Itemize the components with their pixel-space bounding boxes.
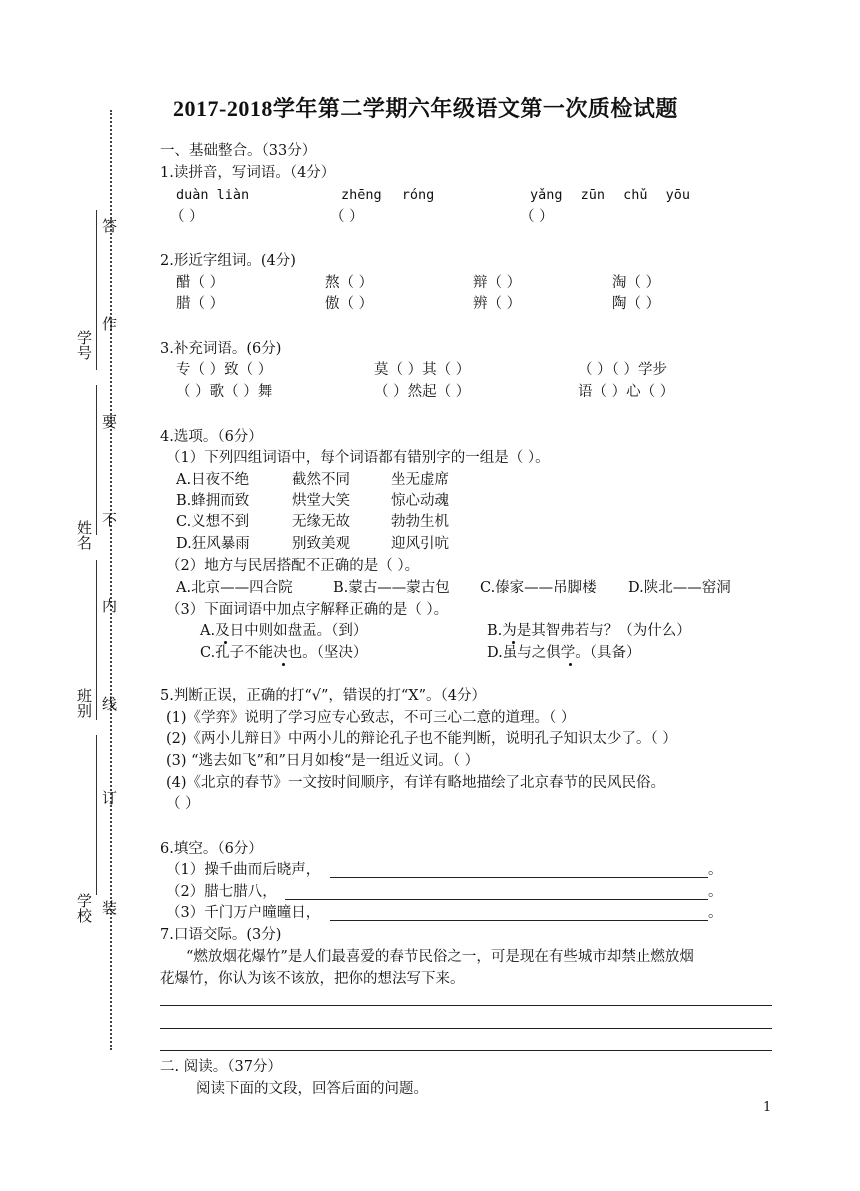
idiom-item[interactable]: （ ）歌（ ）舞 [176,384,273,400]
idiom-item[interactable]: （ ）然起（ ） [374,384,471,400]
margin-field-line-2 [96,385,97,535]
option-d[interactable]: D.陕北——窑洞 [628,580,731,596]
fill-end: 。 [708,884,723,900]
answer-bracket[interactable]: （ ） [170,209,204,225]
word-item[interactable]: 腊（ ） [176,296,225,312]
emphasis-dot [512,641,515,644]
word-item[interactable]: 傲（ ） [325,296,374,312]
margin-label-class: 班别 [75,688,93,718]
fill-blank[interactable] [330,920,708,921]
option-a[interactable]: A.日夜不绝 [176,472,250,488]
word-item[interactable]: 陶（ ） [612,296,661,312]
pinyin-item: zhēng róng [341,187,435,203]
margin-field-line-1 [96,210,97,370]
idiom-item[interactable]: 莫（ ）其（ ） [374,362,471,378]
option-word: 迎风引吭 [391,536,449,552]
option-d[interactable]: D.虽与之俱学。（具备） [487,645,641,661]
option-word: 坐无虚席 [391,472,449,488]
pinyin-item: yǎng zūn chǔ yōu [530,187,691,203]
sub-question: （3）下面词语中加点字解释正确的是（ ）。 [166,602,449,618]
fill-blank[interactable] [285,899,708,900]
margin-field-line-3 [96,560,97,720]
section-heading: 一、基础整合。（33分） [160,143,317,159]
option-c[interactable]: C.义想不到 [176,514,250,530]
question-heading: 5.判断正误，正确的打“√”，错误的打“X”。（4分） [160,688,487,704]
question-heading: 1.读拼音，写词语。（4分） [160,165,336,181]
section-heading: 二. 阅读。（37分） [160,1059,282,1075]
judgement-bracket[interactable]: （ ） [166,796,200,812]
reading-intro: 阅读下面的文段，回答后面的问题。 [196,1081,428,1097]
fill-item: （3）千门万户曈曈日， [166,905,321,921]
margin-label-student-id: 学号 [75,330,93,360]
margin-field-line-4 [96,735,97,895]
question-heading: 3.补充词语。(6分) [160,341,282,357]
seal-char: 作 [100,316,118,331]
emphasis-dot [569,663,572,666]
sub-question: （1）下列四组词语中，每个词语都有错别字的一组是（ ）。 [166,450,550,466]
option-word: 勃勃生机 [391,514,449,530]
answer-bracket[interactable]: （ ） [520,209,554,225]
question-heading: 4.选项。（6分） [160,429,263,445]
emphasis-dot [224,641,227,644]
page-number: 1 [763,1100,772,1115]
margin-label-name: 姓名 [75,520,93,550]
option-d[interactable]: D.狂风暴雨 [176,536,250,552]
emphasis-dot [282,663,285,666]
option-word: 惊心动魂 [391,493,449,509]
option-c[interactable]: C.傣家——吊脚楼 [480,580,597,596]
option-word: 别致美观 [292,536,350,552]
judgement-item[interactable]: (3) “逃去如飞”和”日月如梭“是一组近义词。（ ） [166,753,480,769]
page-title: 2017-2018学年第二学期六年级语文第一次质检试题 [173,96,678,121]
fill-blank[interactable] [330,877,708,878]
seal-char: 不 [100,512,118,527]
judgement-item[interactable]: (2)《两小儿辩日》中两小儿的辩论孔子也不能判断，说明孔子知识太少了。（ ） [166,731,677,747]
seal-char: 答 [100,218,118,233]
judgement-item[interactable]: (1)《学弈》说明了学习应专心致志，不可三心二意的道理。（ ） [166,710,576,726]
fill-item: （2）腊七腊八， [166,884,277,900]
seal-char: 线 [100,696,118,711]
option-a[interactable]: A.北京——四合院 [176,580,293,596]
word-item[interactable]: 熬（ ） [325,275,374,291]
seal-char: 内 [100,598,118,613]
answer-line[interactable] [160,1005,772,1006]
option-word: 无缘无故 [292,514,350,530]
idiom-item[interactable]: （ ）（ ）学步 [578,362,667,378]
seal-char: 要 [100,414,118,429]
answer-line[interactable] [160,1050,772,1051]
word-item[interactable]: 辨（ ） [473,296,522,312]
option-a[interactable]: A.及日中则如盘盂。（到） [200,623,368,639]
answer-line[interactable] [160,1028,772,1029]
seal-char: 订 [100,790,118,805]
pinyin-item: duàn liàn [176,187,250,203]
word-item[interactable]: 辩（ ） [473,275,522,291]
sub-question: （2）地方与民居搭配不正确的是（ ）。 [166,558,420,574]
option-b[interactable]: B.蒙古——蒙古包 [333,580,450,596]
margin-label-school: 学校 [75,893,93,923]
question-heading: 6.填空。（6分） [160,841,263,857]
idiom-item[interactable]: 语（ ）心（ ） [578,384,675,400]
prompt-text: 花爆竹，你认为该不该放，把你的想法写下来。 [160,971,465,987]
option-word: 烘堂大笑 [292,493,350,509]
fill-end: 。 [708,862,723,878]
option-c[interactable]: C.孔子不能决也。（坚决） [200,645,368,661]
judgement-item[interactable]: (4)《北京的春节》一文按时间顺序，有详有略地描绘了北京春节的民风民俗。 [166,775,666,791]
word-item[interactable]: 醋（ ） [176,275,225,291]
fill-item: （1）操千曲而后晓声， [166,862,321,878]
fill-end: 。 [708,905,723,921]
question-heading: 2.形近字组词。(4分) [160,253,296,269]
question-heading: 7.口语交际。(3分) [160,927,282,943]
seal-char: 装 [100,900,118,915]
option-word: 截然不同 [292,472,350,488]
option-b[interactable]: B.为是其智弗若与？（为什么） [487,623,691,639]
word-item[interactable]: 淘（ ） [612,275,661,291]
answer-bracket[interactable]: （ ） [330,209,364,225]
idiom-item[interactable]: 专（ ）致（ ） [176,362,273,378]
prompt-text: “燃放烟花爆竹”是人们最喜爱的春节民俗之一，可是现在有些城市却禁止燃放烟 [186,949,694,965]
option-b[interactable]: B.蜂拥而致 [176,493,250,509]
